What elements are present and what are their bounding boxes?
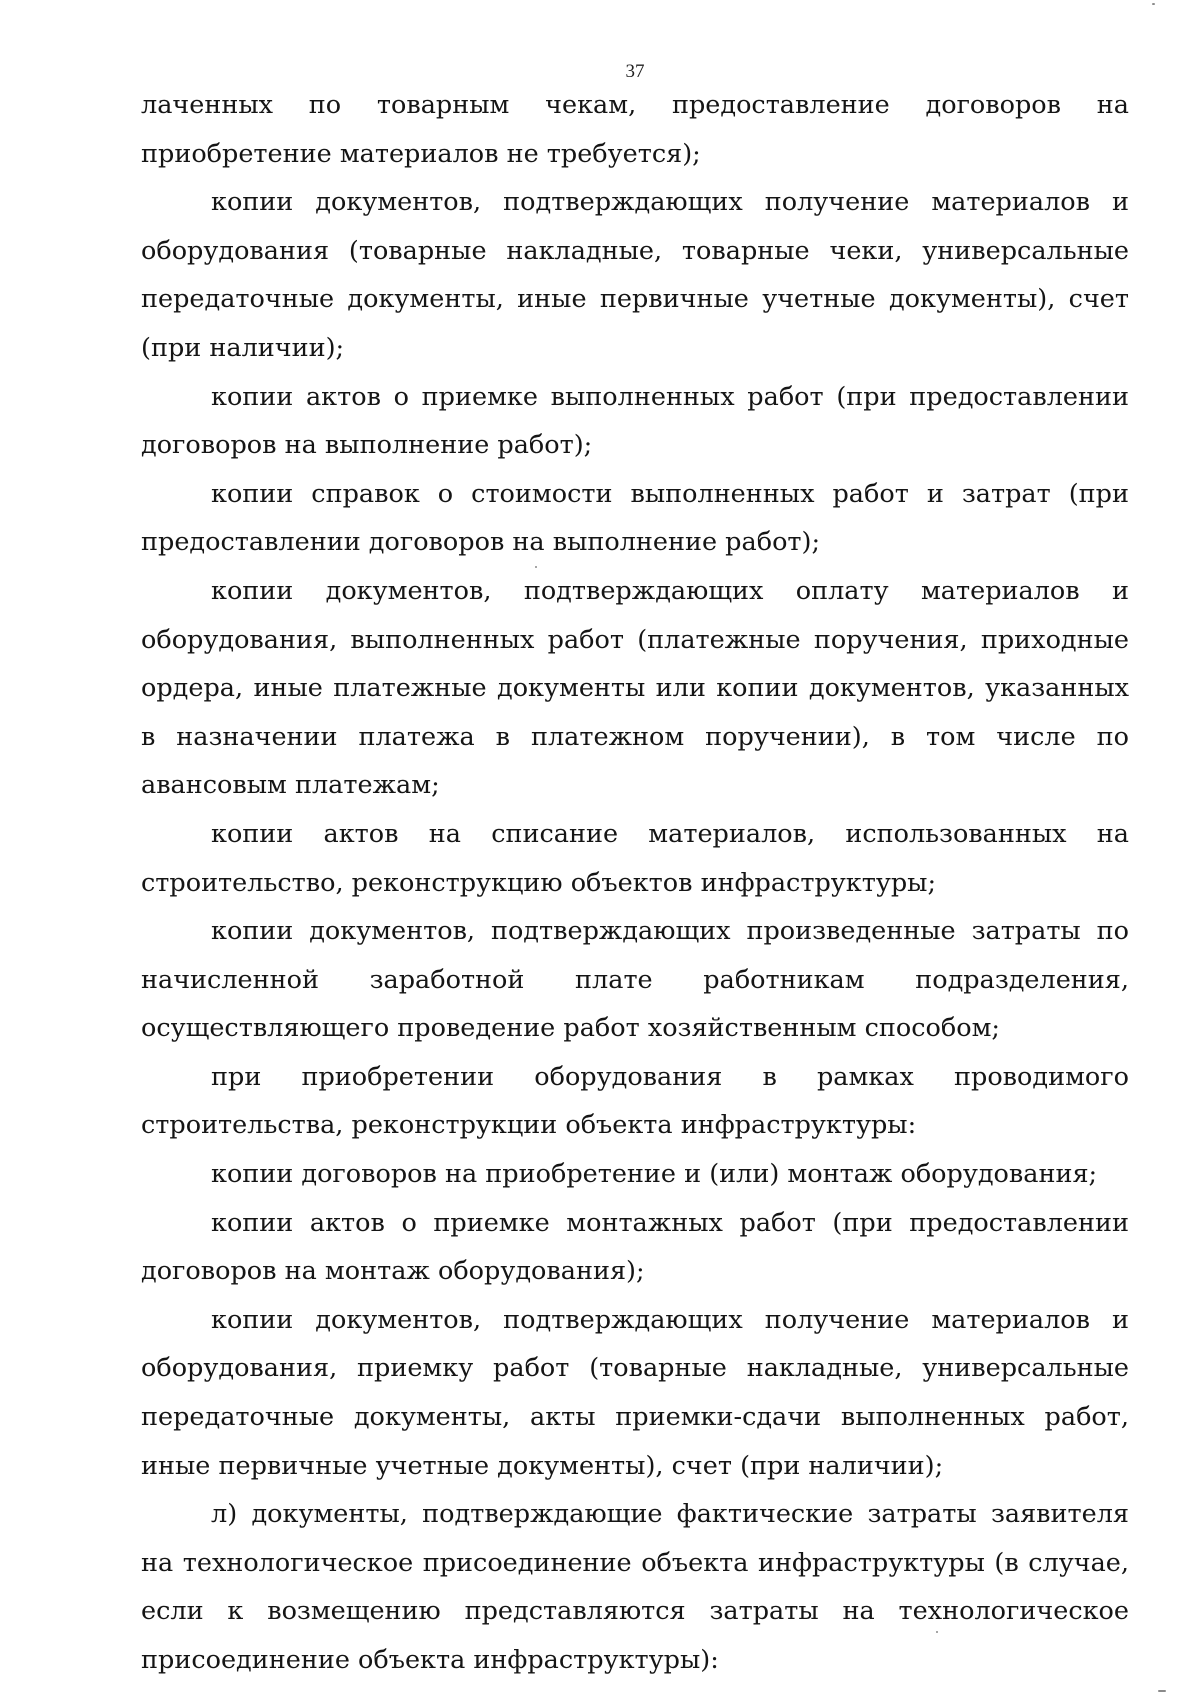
paragraph-installation-acts: копии актов о приемке монтажных работ (при предоставлении договоров на монтаж оборудования); <box>141 1207 1129 1287</box>
paragraph-payroll-documents: копии документов, подтверждающих произведенные затраты по начисленной заработной плате работникам подразделения, осуществляющего проведение работ хозяйственным способом; <box>141 916 1129 1044</box>
scan-speck <box>535 566 537 568</box>
paragraph-receipt-acceptance-documents: копии документов, подтверждающих получение материалов и оборудования, приемку работ (товарные накладные, универсальные передаточные документы, акты приемки-сдачи выполненных работ, иные первичные учетные документы), счет (при наличии); <box>141 1304 1129 1481</box>
page-number: 37 <box>625 61 645 82</box>
paragraph-equipment-contracts: копии договоров на приобретение и (или) монтаж оборудования; <box>211 1159 1098 1190</box>
paragraph-equipment-purchase: при приобретении оборудования в рамках проводимого строительства, реконструкции объекта инфраструктуры: <box>141 1061 1129 1141</box>
paragraph-acceptance-acts: копии актов о приемке выполненных работ (при предоставлении договоров на выполнение работ); <box>141 381 1129 461</box>
scan-speck <box>1152 3 1155 5</box>
paragraph-cost-certificates: копии справок о стоимости выполненных работ и затрат (при предоставлении договоров на выполнение работ); <box>141 478 1129 558</box>
paragraph-receipt-documents: копии документов, подтверждающих получение материалов и оборудования (товарные накладные, товарные чеки, универсальные передаточные документы, иные первичные учетные документы), счет (при наличии); <box>141 187 1129 363</box>
paragraph-write-off-acts: копии актов на списание материалов, использованных на строительство, реконструкцию объектов инфраструктуры; <box>141 818 1129 898</box>
scan-speck <box>1158 1690 1166 1692</box>
paragraph-continuation: лаченных по товарным чекам, предоставление договоров на приобретение материалов не требуется); <box>141 90 1129 169</box>
paragraph-item-l: л) документы, подтверждающие фактические затраты заявителя на технологическое присоединение объекта инфраструктуры (в случае, если к возмещению представляются затраты на технологическое присоединение объекта инфраструктуры): <box>141 1499 1129 1675</box>
scan-speck <box>936 1631 938 1633</box>
paragraph-payment-documents: копии документов, подтверждающих оплату материалов и оборудования, выполненных работ (платежные поручения, приходные ордера, иные платежные документы или копии документов, указанных в назначении платежа в платежном поручении), в том числе по авансовым платежам; <box>141 575 1129 801</box>
document-body <box>141 81 1129 1685</box>
